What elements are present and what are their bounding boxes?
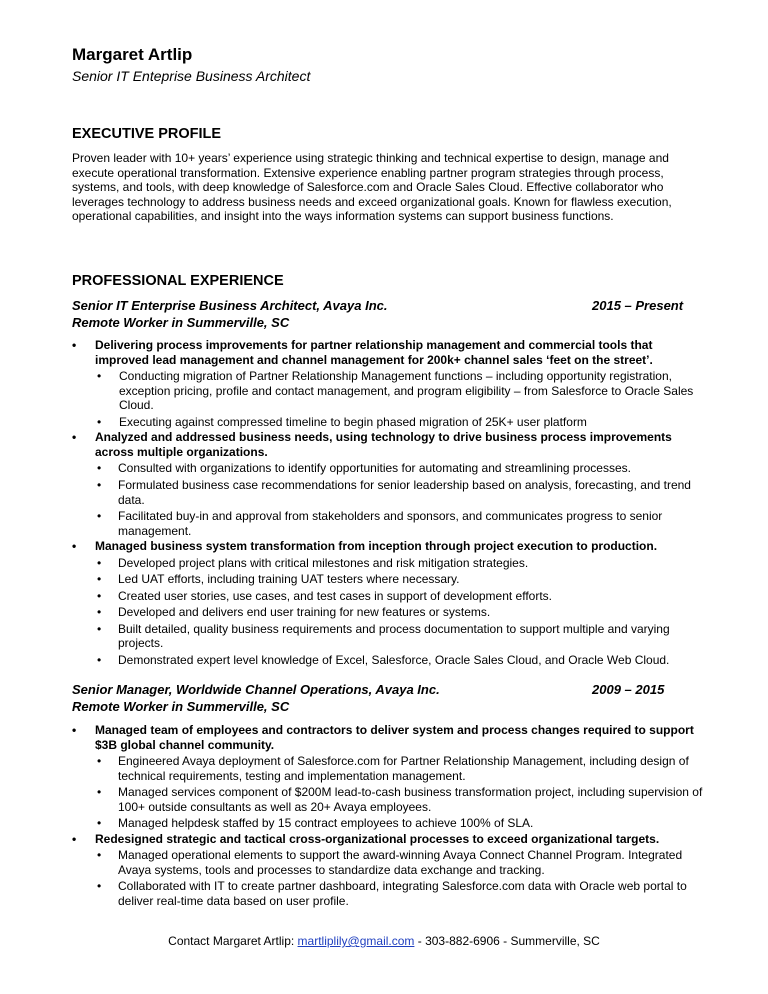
job-title: Senior IT Enterprise Business Architect, Avaya Inc. (72, 298, 388, 313)
executive-profile-text: Proven leader with 10+ years’ experience using strategic thinking and technical expertise to design, manage and execute operational transformation. Extensive experience enabling partner program strategies through process, systems, and tools, with deep knowledge of Salesforce.com and Oracle Sales Cloud. Effective collaborator who leverages technology to address business needs and exceed organizational goals. Known for flawless execution, operational capabilities, and insight into the ways information systems can support business functions. (72, 151, 672, 224)
sub-item: • Collaborated with IT to create partner dashboard, integrating Salesforce.com data with Oracle web portal to deliver real-time data based on user profile. (95, 879, 707, 908)
bullet-text: • Delivering process improvements for partner relationship management and commercial tools that improved lead management and channel management for 200k+ channel sales ‘feet on the street’. (95, 338, 653, 367)
candidate-title: Senior IT Enteprise Business Architect (72, 68, 311, 84)
list-item (72, 539, 707, 667)
job-bullets (72, 338, 707, 668)
sub-item: • Developed and delivers end user training for new features or systems. (95, 605, 707, 620)
list-item (72, 723, 707, 831)
job-location: Remote Worker in Summerville, SC (72, 314, 290, 330)
sub-item: • Executing against compressed timeline to begin phased migration of 25K+ user platform (95, 415, 707, 430)
email-link[interactable]: martliplily@gmail.com (297, 934, 415, 948)
sub-list (95, 556, 707, 668)
footer-prefix: Contact Margaret Artlip: (168, 934, 298, 948)
contact-footer (0, 934, 768, 948)
bullet-text: • Managed business system transformation from inception through project execution to production. (95, 539, 658, 554)
sub-item: • Formulated business case recommendations for senior leadership based on analysis, forecasting, and trend data. (95, 478, 707, 507)
sub-item: • Facilitated buy-in and approval from stakeholders and sponsors, and communicates progress to senior management. (95, 509, 707, 538)
sub-item: • Conducting migration of Partner Relationship Management functions – including opportunity registration, exception pricing, profile and contact management, and program eligibility – from Salesforce to Oracle Sales Cloud. (95, 369, 707, 413)
list-item (72, 338, 707, 429)
sub-list (95, 369, 707, 429)
job-header (72, 682, 702, 715)
sub-item: • Developed project plans with critical milestones and risk mitigation strategies. (95, 556, 707, 571)
job-dates: 2009 – 2015 (592, 682, 665, 697)
sub-item: • Consulted with organizations to identify opportunities for automating and streamlining processes. (95, 461, 707, 476)
sub-list (95, 848, 707, 908)
sub-item: • Built detailed, quality business requirements and process documentation to support multiple and varying projects. (95, 622, 707, 651)
job-bullets (72, 723, 707, 910)
bullet-text: • Managed team of employees and contractors to deliver system and process changes required to support $3B global channel community. (95, 723, 694, 752)
list-item (72, 832, 707, 909)
sub-item: • Engineered Avaya deployment of Salesforce.com for Partner Relationship Management, including design of technical requirements, testing and implementation management. (95, 754, 707, 783)
sub-list (95, 754, 707, 831)
executive-profile-heading: EXECUTIVE PROFILE (72, 126, 222, 142)
professional-experience-heading: PROFESSIONAL EXPERIENCE (72, 273, 284, 289)
sub-item: • Demonstrated expert level knowledge of Excel, Salesforce, Oracle Sales Cloud, and Oracle Web Cloud. (95, 653, 707, 668)
candidate-name: Margaret Artlip (72, 45, 193, 64)
sub-list (95, 461, 707, 538)
bullet-text: • Analyzed and addressed business needs, using technology to drive business process improvements across multiple organizations. (95, 430, 672, 459)
bullet-text: • Redesigned strategic and tactical cross-organizational processes to exceed organizational targets. (95, 831, 660, 846)
sub-item: • Managed services component of $200M lead-to-cash business transformation project, including supervision of 100+ outside consultants as well as 20+ Avaya employees. (95, 785, 707, 814)
job-title: Senior Manager, Worldwide Channel Operations, Avaya Inc. (72, 682, 440, 697)
job-location: Remote Worker in Summerville, SC (72, 698, 290, 714)
sub-item: • Managed helpdesk staffed by 15 contract employees to achieve 100% of SLA. (95, 816, 707, 831)
sub-item: • Led UAT efforts, including training UAT testers where necessary. (95, 572, 707, 587)
sub-item: • Created user stories, use cases, and test cases in support of development efforts. (95, 589, 707, 604)
job-header (72, 298, 702, 331)
list-item (72, 430, 707, 538)
sub-item: • Managed operational elements to support the award-winning Avaya Connect Channel Program. Integrated Avaya systems, tools and processes to standardize data exchange and tracking. (95, 848, 707, 877)
footer-suffix: - 303-882-6906 - Summerville, SC (414, 934, 600, 948)
job-dates: 2015 – Present (592, 298, 684, 313)
